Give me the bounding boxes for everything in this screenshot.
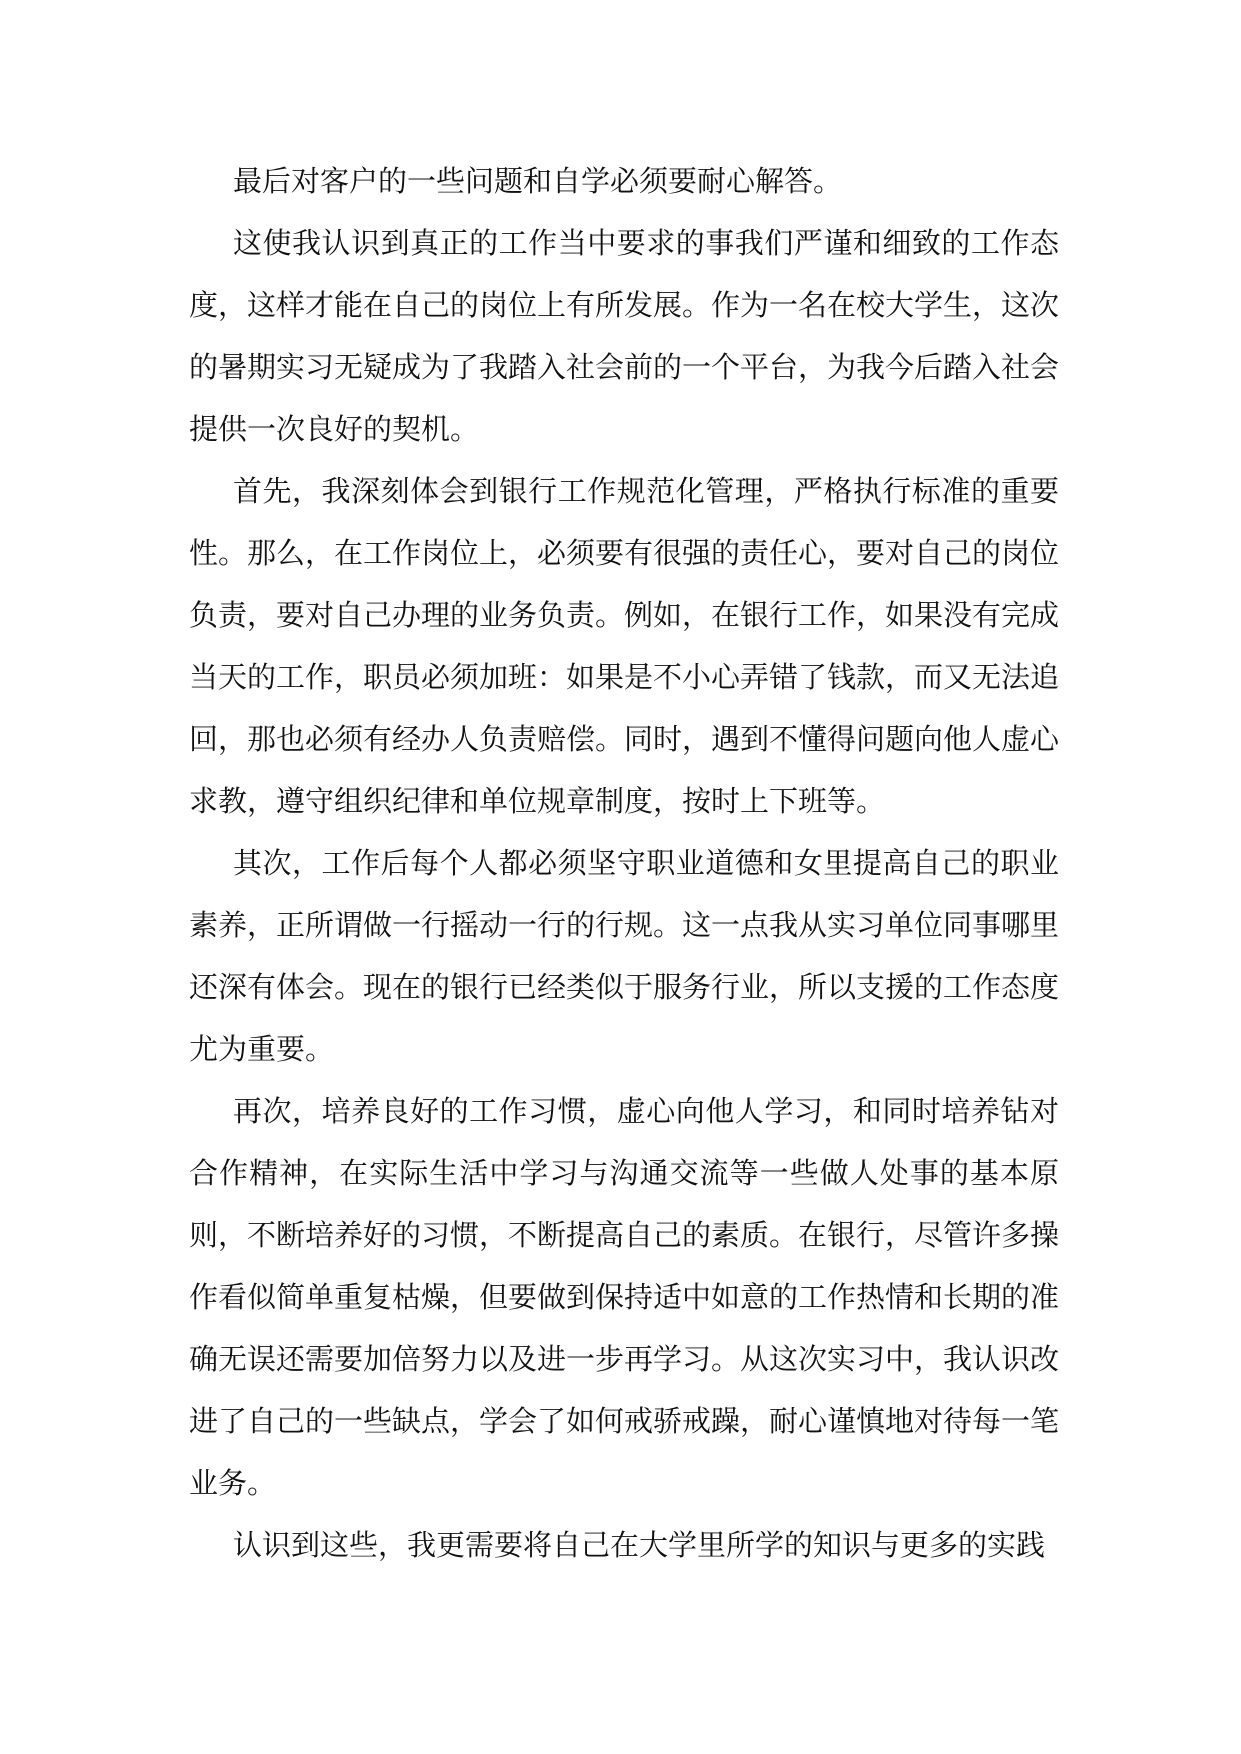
document-body: [189, 150, 1059, 1576]
paragraph-1: 最后对客户的一些问题和自学必须要耐心解答。: [233, 164, 843, 198]
paragraph-4: 其次，工作后每个人都必须坚守职业道德和女里提高自己的职业素养，正所谓做一行摇动一行的行规。这一点我从实习单位同事哪里还深有体会。现在的银行已经类似于服务行业，所以支援的工作态度尤为重要。: [189, 846, 1060, 1066]
paragraph-2: 这使我认识到真正的工作当中要求的事我们严谨和细致的工作态度，这样才能在自己的岗位上有所发展。作为一名在校大学生，这次的暑期实习无疑成为了我踏入社会前的一个平台，为我今后踏入社会提供一次良好的契机。: [189, 226, 1060, 446]
paragraph-6: 认识到这些，我更需要将自己在大学里所学的知识与更多的实践: [233, 1528, 1046, 1562]
paragraph-5: 再次，培养良好的工作习惯，虚心向他人学习，和同时培养钻对合作精神，在实际生活中学习与沟通交流等一些做人处事的基本原则，不断培养好的习惯，不断提高自己的素质。在银行，尽管许多操作看似简单重复枯燥，但要做到保持适中如意的工作热情和长期的准确无误还需要加倍努力以及进一步再学习。从这次实习中，我认识改进了自己的一些缺点，学会了如何戒骄戒躁，耐心谨慎地对待每一笔业务。: [189, 1094, 1060, 1500]
paragraph-3: 首先，我深刻体会到银行工作规范化管理，严格执行标准的重要性。那么，在工作岗位上，必须要有很强的责任心，要对自己的岗位负责，要对自己办理的业务负责。例如，在银行工作，如果没有完成当天的工作，职员必须加班：如果是不小心弄错了钱款，而又无法追回，那也必须有经办人负责赔偿。同时，遇到不懂得问题向他人虚心求教，遵守组织纪律和单位规章制度，按时上下班等。: [189, 474, 1060, 818]
